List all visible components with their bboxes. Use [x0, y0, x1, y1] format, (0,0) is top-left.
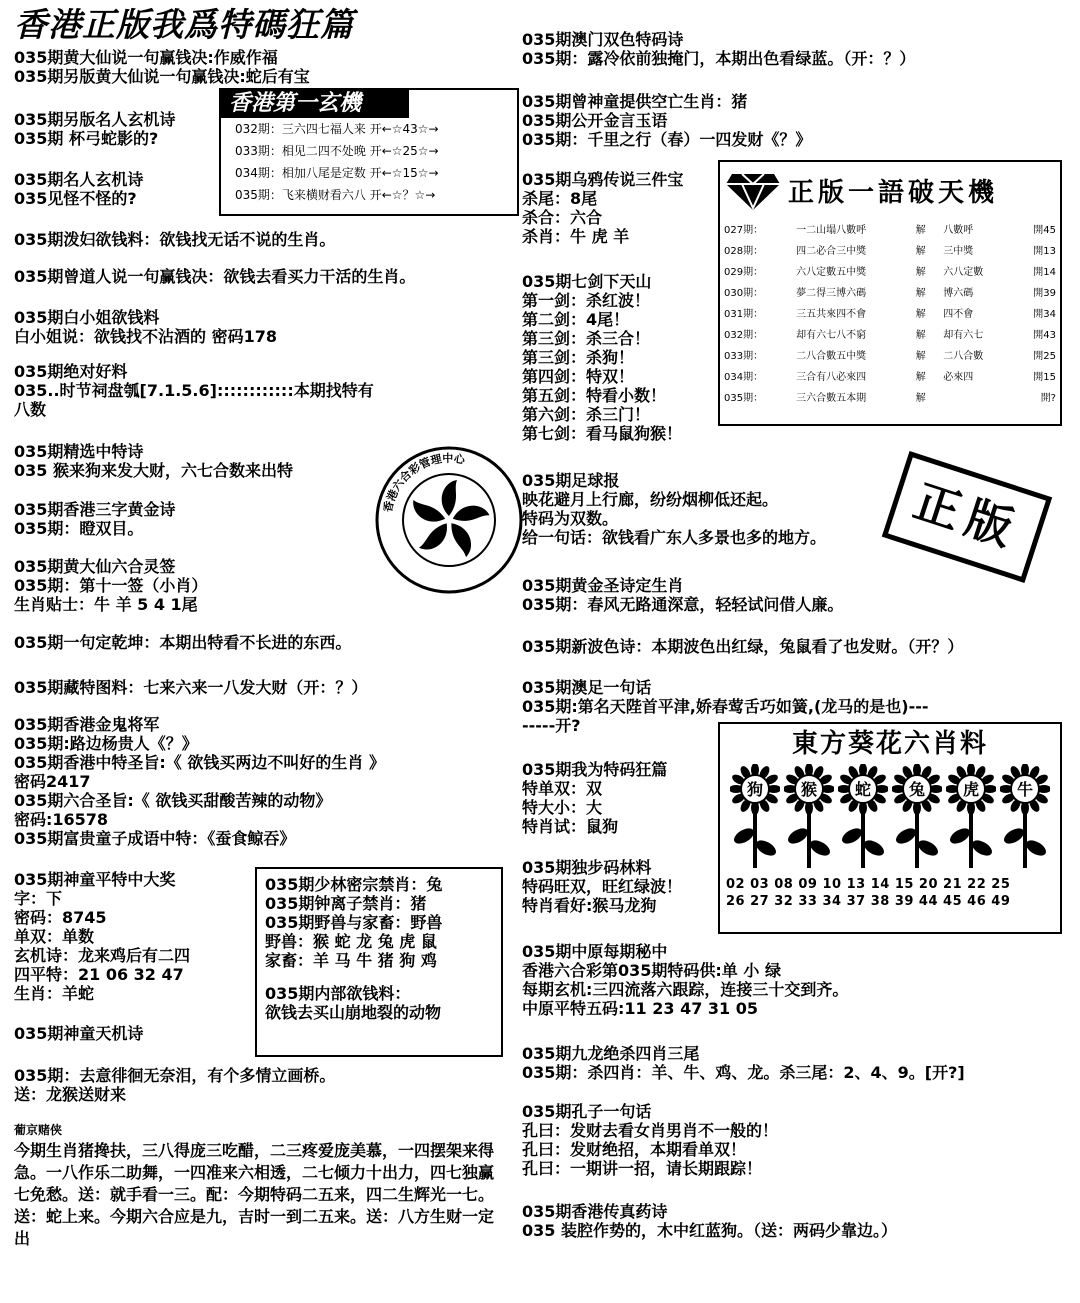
table-row [720, 239, 1060, 260]
table-cell: 却有六七 [943, 330, 984, 341]
table-cell: 三中獎 [943, 246, 974, 257]
text-line: 杀肖：牛 虎 羊 [522, 227, 630, 246]
flower-label: 猴 [800, 780, 818, 799]
table-cell: 却有六七八不窮 [796, 330, 867, 341]
hk-box-row: 033期：相见二四不处晚 开←☆25☆→ [235, 144, 439, 158]
genuine-stamp: 正版 [882, 451, 1052, 583]
text-line: 035期一句定乾坤：本期出特看不长进的东西。 [14, 633, 352, 652]
text-line: 特肖看好:猴马龙狗 [522, 896, 657, 915]
table-cell: 八數呼 [943, 225, 974, 236]
table-cell [939, 386, 1013, 407]
block-l2 [14, 110, 175, 148]
text-line: 野兽：猴 蛇 龙 兔 虎 鼠 [265, 932, 437, 951]
text-line: 035期另版黄大仙说一句赢钱决:蛇后有宝 [14, 67, 310, 86]
text-line: -----开? [522, 716, 581, 735]
text-line: 玄机诗：龙来鸡后有二四 [14, 946, 191, 965]
table-cell: 三六合數五本期 [796, 393, 867, 404]
text-line: 家畜：羊 马 牛 猪 狗 鸡 [265, 951, 437, 970]
flower-label: 蛇 [854, 780, 872, 799]
table-cell: 030期： [724, 288, 764, 299]
block-r2 [522, 92, 811, 149]
text-line: 035期七剑下天山 [522, 272, 652, 291]
page-title: 香港正版我爲特碼狂篇 [14, 5, 354, 44]
text-line: 035期:第名天陛首平津,娇春莺舌巧如簧,(龙马的是也)--- [522, 697, 929, 716]
block-r10 [522, 858, 682, 915]
text-line: 白小姐说：欲钱找不沾酒的 密码178 [14, 327, 277, 346]
hk-box-row: 034期：相加八尾是定数 开←☆15☆→ [235, 166, 439, 180]
text-line: 特码旺双，旺红绿波！ [522, 877, 683, 896]
text-line: 特大小：大 [522, 798, 603, 817]
text-line: 035期：第十一签（小肖） [14, 576, 208, 595]
block-r9 [522, 760, 667, 836]
hk-emblem-seal [374, 445, 524, 595]
block-r13 [522, 1102, 778, 1178]
table-cell: 解 [915, 372, 926, 383]
block-l9 [14, 500, 175, 538]
text-line: 035期另版名人玄机诗 [14, 110, 176, 129]
table-row [720, 302, 1060, 323]
text-line: 035期：露冷依前独掩门，本期出色看绿蓝。（开：？） [522, 49, 916, 68]
block-l3 [14, 170, 143, 208]
text-line: 035期富贵童子成语中特：《蚕食鲸吞》 [14, 829, 296, 848]
block-l15 [14, 1024, 143, 1043]
block-r1 [522, 30, 915, 68]
text-line: 035期独步码林料 [522, 858, 652, 877]
dongfang-header: 東方葵花六肖料 [791, 729, 988, 759]
block-l4 [14, 230, 335, 249]
hk-box-row: 032期：三六四七福人来 开←☆43☆→ [235, 122, 439, 136]
text-line: 035期六合圣旨:《 欲钱买甜酸苦辣的动物》 [14, 791, 332, 810]
table-row [720, 323, 1060, 344]
table-cell: 一二山塌八數呼 [796, 225, 867, 236]
text-line: 特单双：双 [522, 779, 603, 798]
text-line: 每期玄机:三四流落六跟踪，连接三十交到齐。 [522, 980, 849, 999]
table-row [720, 365, 1060, 386]
flower-label: 虎 [962, 780, 980, 799]
yiyu-title: 正版一語破天機 [788, 177, 999, 208]
block-r7 [522, 637, 963, 656]
text-line: 第一剑：杀红波！ [522, 291, 651, 310]
dongfang-sunflower-box [718, 722, 1062, 934]
sunflower-icon [946, 764, 996, 874]
block-l13 [14, 715, 385, 848]
block-r3 [522, 170, 683, 246]
text-line: 035期曾神童提供空亡生肖：猪 [522, 92, 748, 111]
sunflower-icon [784, 764, 834, 874]
block-r5 [522, 471, 826, 547]
hk-first-mystery-box [219, 88, 519, 216]
text-line: 035期香港三字黄金诗 [14, 500, 176, 519]
text-line: 035期神童平特中大奖 [14, 870, 176, 889]
text-line: 035期我为特码狂篇 [522, 760, 668, 779]
table-cell: 034期： [724, 372, 764, 383]
table-row [720, 386, 1060, 407]
table-cell: 033期： [724, 351, 764, 362]
block-r6 [522, 576, 843, 614]
table-cell: 博六碼 [943, 288, 974, 299]
text-line: 035期精选中特诗 [14, 442, 144, 461]
text-line: 密码：8745 [14, 908, 107, 927]
table-cell: 開43 [1033, 330, 1056, 341]
text-line: 字：下 [14, 889, 63, 908]
text-line: 035期香港中特圣旨:《 欲钱买两边不叫好的生肖 》 [14, 753, 385, 772]
text-line: 035期：千里之行（春）一四发财《？》 [522, 130, 812, 149]
text-line: 单双：单数 [14, 927, 95, 946]
text-line: 035期香港金鬼将军 [14, 715, 160, 734]
block-l11 [14, 633, 351, 652]
text-line: 035期足球报 [522, 471, 620, 490]
flower-label: 牛 [1016, 780, 1034, 799]
text-line: 生肖：羊蛇 [14, 984, 95, 1003]
text-line: 特码为双数。 [522, 509, 619, 528]
text-line: 035期泼妇欲钱料：欲钱找无话不说的生肖。 [14, 230, 336, 249]
table-row [720, 218, 1060, 239]
table-cell: 夢二得三博六碼 [796, 288, 867, 299]
text-line: 035期黄大仙说一句赢钱决:作威作福 [14, 48, 278, 67]
table-cell: 029期： [724, 267, 764, 278]
block-l17-head: 葡京赌侠 [14, 1123, 63, 1137]
table-cell: 三合有八必來四 [796, 372, 867, 383]
text-line: 035期：杀四肖：羊、牛、鸡、龙。杀三尾：2、4、9。[开?] [522, 1063, 965, 1082]
text-line: 孔曰：一期讲一招，请长期跟踪！ [522, 1159, 763, 1178]
table-cell: 032期： [724, 330, 764, 341]
text-line: 035期曾道人说一句赢钱决：欲钱去看买力干活的生肖。 [14, 267, 416, 286]
text-line: 欲钱去买山崩地裂的动物 [265, 1003, 442, 1022]
table-cell: 解 [915, 393, 926, 404]
block-l6 [14, 308, 277, 346]
table-cell: 六八定數 [943, 267, 984, 278]
text-line: 035期钟离子禁肖：猪 [265, 894, 427, 913]
text-line: 第七剑：看马鼠狗猴！ [522, 424, 683, 443]
text-line [265, 970, 493, 984]
text-line: 035期藏特图料：七来六来一八发大财（开：？） [14, 678, 368, 697]
text-line: 035期绝对好料 [14, 362, 128, 381]
text-line: 035期少林密宗禁肖：兔 [265, 875, 443, 894]
flower-label: 兔 [908, 780, 926, 799]
sunflower-icon [730, 764, 780, 874]
text-line: 四平特：21 06 32 47 [14, 965, 184, 984]
text-line: 035期新波色诗：本期波色出红绿，兔鼠看了也发财。（开？） [522, 637, 964, 656]
table-cell: 開14 [1033, 267, 1056, 278]
table-cell: 028期： [724, 246, 764, 257]
block-l8 [14, 442, 293, 480]
table-cell: 解 [915, 246, 926, 257]
table-cell: 開45 [1033, 225, 1056, 236]
text-line: 映花避月上行廊，纷纷烟柳低还起。 [522, 490, 779, 509]
diamond-icon [726, 170, 780, 210]
text-line: 035期九龙绝杀四肖三尾 [522, 1044, 700, 1063]
left-column [14, 0, 514, 1248]
text-line: 035期乌鸦传说三件宝 [522, 170, 684, 189]
table-cell: 031期： [724, 309, 764, 320]
table-cell: 四不會 [943, 309, 974, 320]
text-line: 孔曰：发财去看女肖男肖不一般的！ [522, 1121, 779, 1140]
sunflower-icon [892, 764, 942, 874]
text-line: 035期：春风无路通深意，轻轻试问借人廉。 [522, 595, 844, 614]
text-line: 香港六合彩第035期特码供:单 小 绿 [522, 961, 781, 980]
table-cell: 027期： [724, 225, 764, 236]
table-cell: 開13 [1033, 246, 1056, 257]
text-line: 生肖贴士：牛 羊 5 4 1尾 [14, 595, 198, 614]
text-line: 035期澳门双色特码诗 [522, 30, 684, 49]
block-l14 [14, 870, 190, 1003]
text-line: 035见怪不怪的? [14, 189, 137, 208]
hk-box-header: 香港第一玄機 [219, 88, 409, 118]
text-line: 035期中原每期秘中 [522, 942, 668, 961]
block-l16 [14, 1066, 335, 1104]
text-line: 给一句话：欲钱看广东人多景也多的地方。 [522, 528, 827, 547]
text-line: 第三剑：杀狗！ [522, 348, 635, 367]
table-cell: 解 [915, 267, 926, 278]
sunflower-icon [1000, 764, 1050, 874]
text-line: 035期名人玄机诗 [14, 170, 144, 189]
block-l1 [14, 48, 310, 86]
table-row [720, 344, 1060, 365]
block-l7 [14, 362, 374, 419]
text-line: 035期内部欲钱料： [265, 984, 411, 1003]
text-line: 035期:路边杨贵人《？》 [14, 734, 198, 753]
shaolin-box [255, 867, 503, 1057]
table-cell: 二八合數 [943, 351, 984, 362]
yiyu-table [720, 218, 1060, 407]
table-row [720, 260, 1060, 281]
sunflower-icon [838, 764, 888, 874]
block-r4 [522, 272, 682, 443]
table-cell: 035期： [724, 393, 764, 404]
table-cell: 必來四 [943, 372, 974, 383]
emblem-text: 香港六合彩管理中心 [381, 451, 466, 514]
table-cell: 解 [915, 225, 926, 236]
text-line: 035..时节祠盘瓠[7.1.5.6]::::::::::::本期找特有 [14, 381, 374, 400]
text-line: 035 装腔作势的，木中红蓝狗。（送：两码少靠边。） [522, 1221, 897, 1240]
table-cell: 解 [915, 309, 926, 320]
table-cell: 解 [915, 351, 926, 362]
table-cell: 解 [915, 330, 926, 341]
text-line: 035 猴来狗来发大财，六七合数来出特 [14, 461, 293, 480]
text-line: 杀尾：8尾 [522, 189, 598, 208]
sunflower-row [720, 764, 1060, 876]
block-r12 [522, 1044, 965, 1082]
text-line: 送：龙猴送财来 [14, 1085, 127, 1104]
table-cell: 開39 [1033, 288, 1056, 299]
text-line: 035期野兽与家畜：野兽 [265, 913, 443, 932]
number-row: 26 27 32 33 34 37 38 39 44 45 46 49 [726, 894, 1011, 909]
table-cell: 開34 [1033, 309, 1056, 320]
text-line: 中原平特五码:11 23 47 31 05 [522, 999, 759, 1018]
text-line: 特肖试：鼠狗 [522, 817, 619, 836]
text-line: 035期 杯弓蛇影的? [14, 129, 159, 148]
text-line: 035期黄金圣诗定生肖 [522, 576, 684, 595]
block-l17: 今期生肖猪搀扶，三八得庞三吃醋，二三疼爱庞美慕，一四摆架来得急。一八作乐二助舞，一四准来六相透，二七倾力十出力，四七独赢七免愁。送：就手看一三。配：今期特码二五来，四二生辉光一七。送：蛇上来。今期六合应是九，吉时一到二五来。送：八方生财一定出 [14, 1141, 495, 1248]
text-line: 第四剑：特双！ [522, 367, 635, 386]
text-line: 第五剑：特看小数！ [522, 386, 667, 405]
block-r11 [522, 942, 848, 1018]
table-cell: 開? [1040, 393, 1056, 404]
table-cell: 解 [915, 288, 926, 299]
table-cell: 二八合數五中獎 [796, 351, 867, 362]
text-line: 孔曰：发财绝招，本期看单双！ [522, 1140, 747, 1159]
yiyu-potianji-box [718, 160, 1062, 426]
text-line: 杀合：六合 [522, 208, 603, 227]
block-l5 [14, 267, 415, 286]
table-cell: 六八定數五中獎 [796, 267, 867, 278]
text-line: 第六剑：杀三门！ [522, 405, 651, 424]
flower-label: 狗 [746, 780, 764, 799]
text-line: 密码:16578 [14, 810, 109, 829]
table-cell: 開25 [1033, 351, 1056, 362]
block-r14 [522, 1202, 897, 1240]
text-line: 035期神童天机诗 [14, 1024, 144, 1043]
table-row [720, 281, 1060, 302]
text-line: 035期：去意徘徊无奈泪，有个多情立画桥。 [14, 1066, 336, 1085]
text-line: 035期香港传真药诗 [522, 1202, 668, 1221]
hk-box-row: 035期：飞来横财看六八 开←☆？☆→ [235, 188, 436, 202]
table-cell: 開15 [1033, 372, 1056, 383]
text-line: 密码2417 [14, 772, 91, 791]
text-line: 035期白小姐欲钱料 [14, 308, 160, 327]
text-line: 第三剑：杀三合！ [522, 329, 651, 348]
text-line: 035期澳足一句话 [522, 678, 652, 697]
text-line: 八数 [14, 400, 47, 419]
text-line: 035期黄大仙六合灵签 [14, 557, 176, 576]
table-cell: 三五共來四不會 [796, 309, 867, 320]
yiyu-header [720, 162, 1060, 218]
block-l12 [14, 678, 367, 697]
text-line: 035期孔子一句话 [522, 1102, 652, 1121]
block-l10 [14, 557, 207, 614]
number-row: 02 03 08 09 10 13 14 15 20 21 22 25 [726, 877, 1011, 892]
table-cell: 四二必合三中獎 [796, 246, 867, 257]
text-line: 第二剑：4尾！ [522, 310, 630, 329]
text-line: 035期公开金言玉语 [522, 111, 668, 130]
text-line: 035期：瞪双目。 [14, 519, 144, 538]
